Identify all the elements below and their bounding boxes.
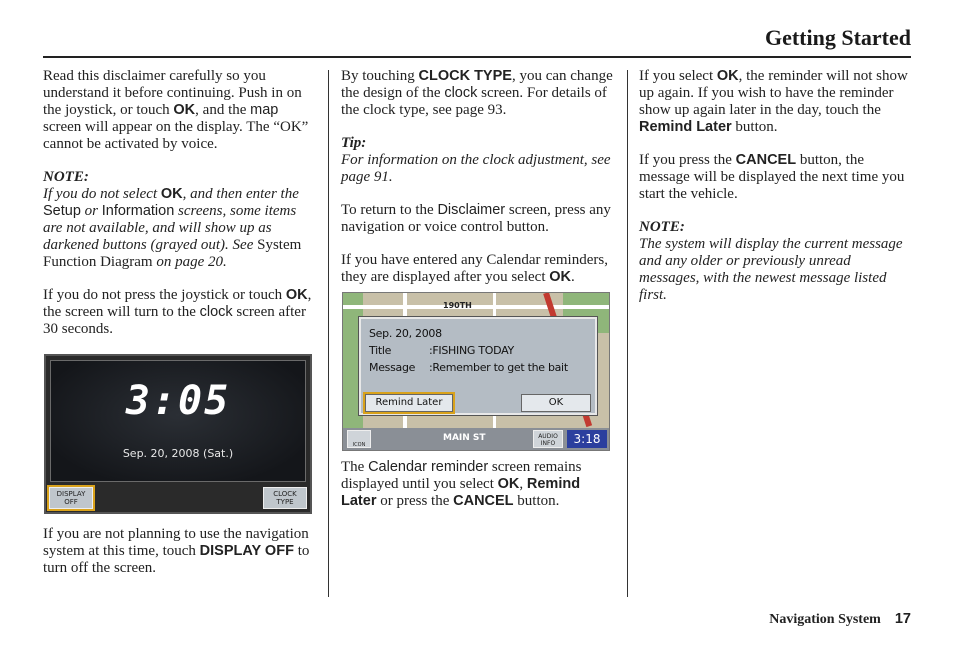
- page-number: 17: [894, 611, 911, 627]
- header-rule: [43, 56, 911, 58]
- page-title: Getting Started: [764, 25, 911, 50]
- paragraph: By touching CLOCK TYPE, you can change the design of the clock screen. For details of the clock type, see page 93.: [341, 68, 613, 118]
- column-2: [341, 68, 613, 526]
- tip-heading: Tip:: [341, 135, 367, 151]
- column-divider: [328, 70, 329, 597]
- page-footer: [769, 611, 911, 628]
- tip-text: For information on the clock adjustment, see page 91.: [341, 152, 611, 185]
- screen-clock: 3:18: [567, 430, 607, 448]
- reminder-title-row: Title :FISHING TODAY: [369, 344, 514, 357]
- paragraph: If you have entered any Calendar reminders, they are displayed after you select OK.: [341, 252, 608, 285]
- note-text: If you do not select OK, and then enter the Setup or Information screens, some items are not available, and will show up as darkened buttons (grayed out). See System Function Diagram on page 20.: [43, 186, 302, 270]
- clock-date: Sep. 20, 2008 (Sat.): [122, 447, 234, 460]
- paragraph: If you are not planning to use the navigation system at this time, touch DISPLAY OFF to turn off the screen.: [43, 526, 310, 576]
- current-street: MAIN ST: [443, 433, 486, 443]
- screen-bottom-bar: [343, 428, 609, 450]
- note-heading: NOTE:: [639, 219, 685, 235]
- paragraph: To return to the Disclaimer screen, press any navigation or voice control button.: [341, 202, 611, 235]
- clock-time: 3:05: [125, 378, 231, 424]
- reminder-date: Sep. 20, 2008: [369, 327, 442, 340]
- note-heading: NOTE:: [43, 169, 89, 185]
- map-road: [343, 305, 610, 309]
- paragraph: The Calendar reminder screen remains displayed until you select OK, Remind Later or press the CANCEL button.: [341, 459, 582, 509]
- column-divider: [627, 70, 628, 597]
- audio-info-button[interactable]: AUDIO INFO: [533, 430, 563, 448]
- column-1: [43, 68, 315, 593]
- ok-button[interactable]: OK: [521, 394, 591, 412]
- clock-display: [50, 360, 306, 482]
- paragraph: Read this disclaimer carefully so you understand it before continuing. Push in on the joystick, or touch OK, and the map screen will appear on the display. The “OK” cannot be activated by voice.: [43, 68, 309, 152]
- paragraph: If you do not press the joystick or touch OK, the screen will turn to the clock screen after 30 seconds.: [43, 287, 312, 337]
- map-icon-button[interactable]: ICON: [347, 430, 371, 448]
- remind-later-button[interactable]: Remind Later: [365, 394, 453, 412]
- column-3: [639, 68, 911, 320]
- reminder-dialog: [359, 317, 597, 415]
- clock-screen-image: [44, 354, 312, 514]
- street-label: 190TH: [443, 301, 472, 310]
- display-off-button[interactable]: DISPLAY OFF: [49, 487, 93, 509]
- footer-section: Navigation System: [769, 612, 881, 627]
- clock-type-button[interactable]: CLOCK TYPE: [263, 487, 307, 509]
- calendar-reminder-screen-image: [342, 292, 610, 451]
- paragraph: If you select OK, the reminder will not show up again. If you wish to have the reminder show up again later in the day, touch the Remind Later button.: [639, 68, 908, 135]
- note-text: The system will display the current message and any older or previously unread messages, with the newest message listed first.: [639, 236, 903, 303]
- reminder-message-row: Message :Remember to get the bait: [369, 361, 568, 374]
- paragraph: If you press the CANCEL button, the message will be displayed the next time you start the vehicle.: [639, 152, 905, 202]
